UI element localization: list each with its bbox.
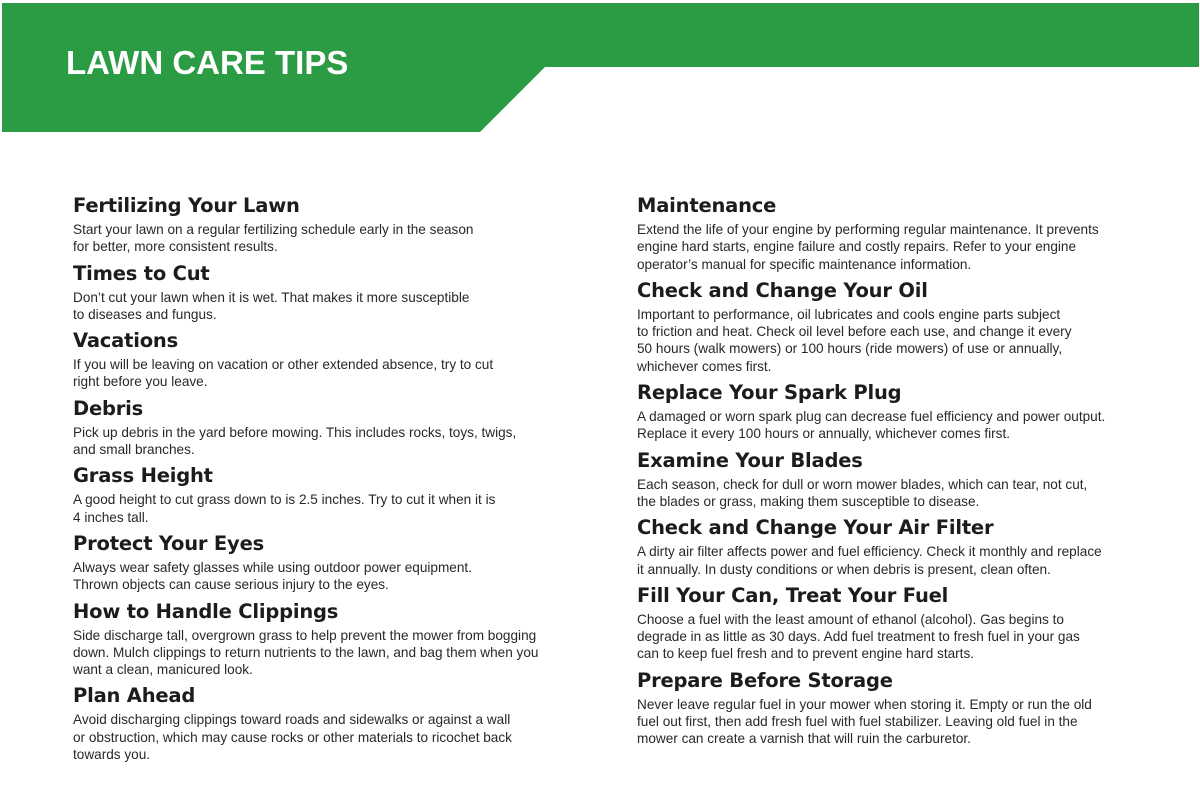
tip-line: Always wear safety glasses while using outdoor power equipment. <box>73 559 472 575</box>
tip-line: Start your lawn on a regular fertilizing schedule early in the season <box>73 222 474 237</box>
tip-line: engine hard starts, engine failure and costly repairs. Refer to your engine <box>637 239 1077 255</box>
tip-line: want a clean, manicured look. <box>73 662 253 678</box>
tip-body <box>73 627 573 679</box>
tip-line: and small branches. <box>73 442 195 458</box>
tip-line: fuel out first, then add fresh fuel with fuel stabilizer. Leaving old fuel in the <box>637 714 1078 730</box>
tip-line: the blades or grass, making them susceptible to disease. <box>637 493 980 509</box>
tip-section-prepare-before-storage <box>637 668 1137 748</box>
tip-line: right before you leave. <box>73 374 208 390</box>
tip-heading: Protect Your Eyes <box>73 531 265 555</box>
tip-body <box>637 543 1137 578</box>
tip-section-plan-ahead <box>73 683 573 763</box>
tip-heading: Plan Ahead <box>73 684 196 708</box>
tip-section-maintenance <box>637 193 1137 273</box>
tip-line: or obstruction, which may cause rocks or other materials to ricochet back <box>73 729 512 745</box>
tip-line: operator’s manual for specific maintenance information. <box>637 256 972 272</box>
tip-line: Pick up debris in the yard before mowing. This includes rocks, toys, twigs, <box>73 424 517 440</box>
tip-body <box>73 559 573 594</box>
left-column <box>73 193 573 763</box>
tip-section-times-to-cut <box>73 261 573 324</box>
tip-body <box>73 711 573 763</box>
tip-heading: Debris <box>73 396 144 420</box>
tip-heading: Vacations <box>73 329 178 353</box>
tip-line: Choose a fuel with the least amount of ethanol (alcohol). Gas begins to <box>637 611 1064 627</box>
tip-line: mower can create a varnish that will ruin the carburetor. <box>637 731 971 747</box>
tip-line: A good height to cut grass down to is 2.5 inches. Try to cut it when it is <box>73 492 496 508</box>
tip-line: Each season, check for dull or worn mower blades, which can tear, not cut, <box>637 476 1088 492</box>
tip-body <box>73 221 573 256</box>
tip-line: it annually. In dusty conditions or when debris is present, clean often. <box>637 561 1051 577</box>
tip-line: degrade in as little as 30 days. Add fuel treatment to fresh fuel in your gas <box>637 629 1080 645</box>
tip-line: towards you. <box>73 747 151 763</box>
tip-heading: Fill Your Can, Treat Your Fuel <box>637 583 949 607</box>
tip-section-debris <box>73 396 573 459</box>
tip-line: 4 inches tall. <box>73 509 149 525</box>
tip-heading: Maintenance <box>637 194 777 217</box>
tip-section-protect-your-eyes <box>73 531 573 594</box>
tip-line: Important to performance, oil lubricates and cools engine parts subject <box>637 306 1061 322</box>
tip-body <box>637 221 1137 273</box>
tip-heading: Grass Height <box>73 464 213 488</box>
tip-heading: Times to Cut <box>73 261 210 285</box>
tip-heading: Replace Your Spark Plug <box>637 381 902 405</box>
tip-line: Extend the life of your engine by performing regular maintenance. It prevents <box>637 222 1099 237</box>
tip-section-check-and-change-your-oil <box>637 278 1137 375</box>
tip-line: Replace it every 100 hours or annually, whichever comes first. <box>637 426 1010 442</box>
tip-heading: Fertilizing Your Lawn <box>73 194 300 217</box>
tip-line: Avoid discharging clippings toward roads and sidewalks or against a wall <box>73 712 511 728</box>
tip-heading: Examine Your Blades <box>637 448 863 472</box>
tip-line: down. Mulch clippings to return nutrients to the lawn, and bag them when you <box>73 644 539 660</box>
tip-heading: Prepare Before Storage <box>637 668 893 692</box>
tip-body <box>73 356 573 391</box>
page-title: LAWN CARE TIPS <box>66 44 349 81</box>
tip-line: A dirty air filter affects power and fuel efficiency. Check it monthly and replace <box>637 544 1102 560</box>
tip-body <box>637 696 1137 748</box>
tip-section-vacations <box>73 328 573 391</box>
tip-line: to diseases and fungus. <box>73 306 217 322</box>
tip-body <box>637 306 1137 375</box>
tip-body <box>637 408 1137 443</box>
tip-section-grass-height <box>73 463 573 526</box>
tip-section-check-and-change-your-air-filter <box>637 515 1137 578</box>
tip-line: can to keep fuel fresh and to prevent engine hard starts. <box>637 646 975 662</box>
tip-section-replace-your-spark-plug <box>637 380 1137 443</box>
tip-section-examine-your-blades <box>637 448 1137 511</box>
tip-body <box>637 611 1137 663</box>
tip-line: Don’t cut your lawn when it is wet. That makes it more susceptible <box>73 289 470 305</box>
tip-line: to friction and heat. Check oil level before each use, and change it every <box>637 324 1072 340</box>
tip-body <box>73 289 573 324</box>
tip-line: Side discharge tall, overgrown grass to help prevent the mower from bogging <box>73 627 537 643</box>
tip-line: A damaged or worn spark plug can decrease fuel efficiency and power output. <box>637 409 1106 425</box>
tip-line: Thrown objects can cause serious injury to the eyes. <box>73 577 389 593</box>
tip-heading: Check and Change Your Oil <box>637 278 928 302</box>
right-column <box>637 193 1137 748</box>
tip-line: 50 hours (walk mowers) or 100 hours (ride mowers) of use or annually, <box>637 341 1063 357</box>
tip-heading: Check and Change Your Air Filter <box>637 516 994 540</box>
tip-body <box>637 476 1137 511</box>
tip-body <box>73 491 573 526</box>
tip-line: If you will be leaving on vacation or other extended absence, try to cut <box>73 357 494 373</box>
tip-section-fertilizing-your-lawn <box>73 193 573 256</box>
tip-section-how-to-handle-clippings <box>73 599 573 679</box>
tip-line: whichever comes first. <box>637 358 772 374</box>
tip-line: Never leave regular fuel in your mower when storing it. Empty or run the old <box>637 696 1092 712</box>
tip-section-fill-your-can-treat-your-fuel <box>637 583 1137 663</box>
tip-body <box>73 424 573 459</box>
tip-heading: How to Handle Clippings <box>73 599 339 623</box>
tip-line: for better, more consistent results. <box>73 239 278 255</box>
